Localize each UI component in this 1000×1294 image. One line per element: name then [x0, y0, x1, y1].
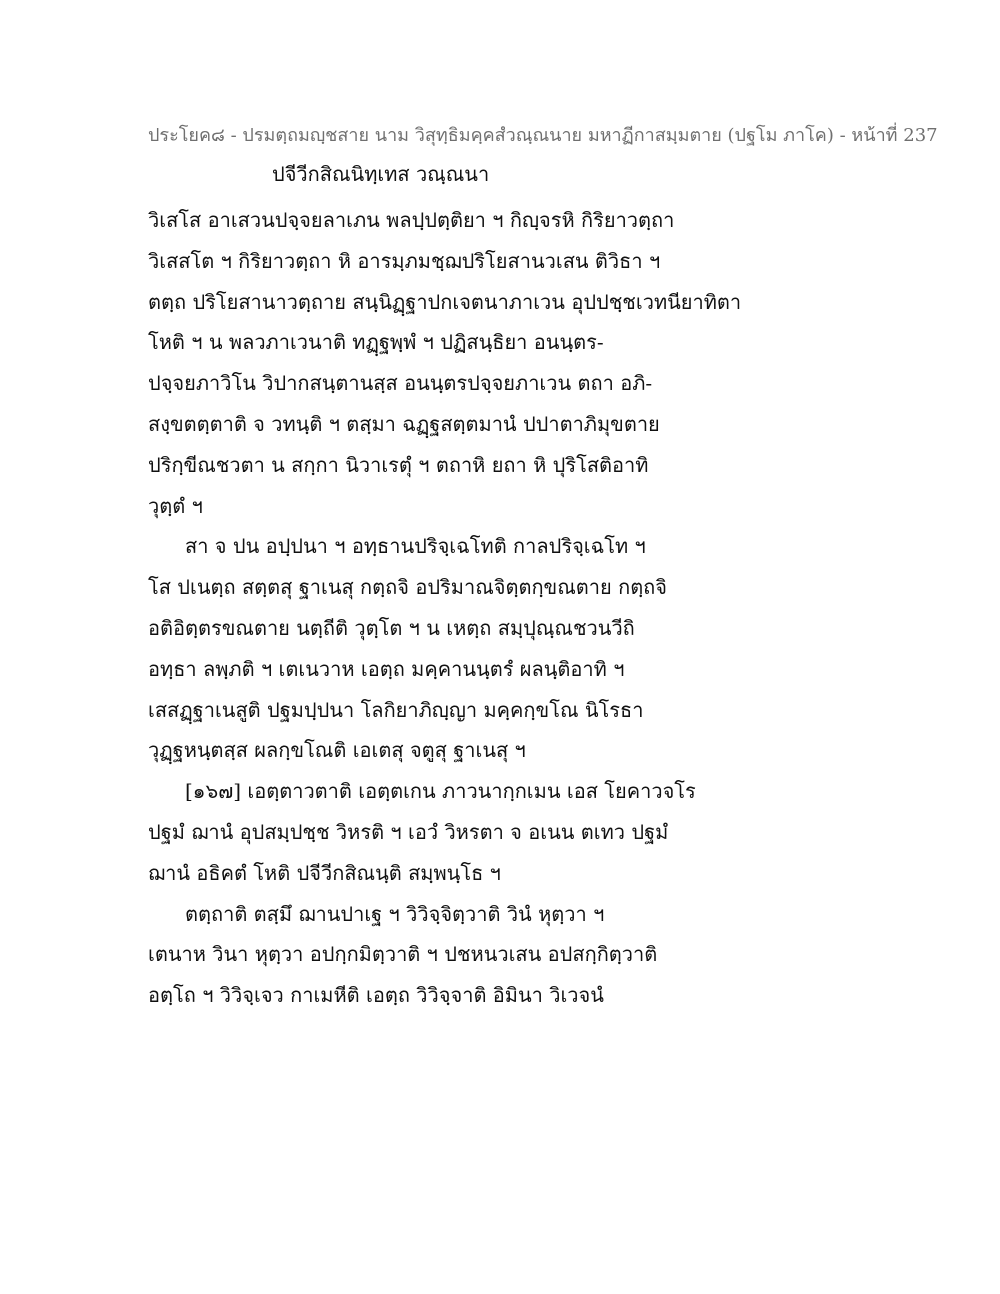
- text-line: อติอิตฺตรขณตาย นตฺถีติ วุตฺโต ฯ น เหตฺถ สมฺปุณฺณชวนวีถิ: [148, 615, 635, 640]
- text-line: ปฐมํ ฌานํ อุปสมฺปชฺช วิหรติ ฯ เอวํ วิหรตา จ อเนน ตเทว ปฐมํ: [148, 819, 669, 844]
- text-line: เตนาห วินา หุตฺวา อปกฺกมิตฺวาติ ฯ ปชหนวเสน อปสกฺกิตฺวาติ: [148, 942, 658, 967]
- text-line: ฌานํ อธิคตํ โหติ ปจีวีกสิณนฺติ สมฺพนฺโธ ฯ: [148, 860, 501, 885]
- text-line: ปริกฺขีณชวตา น สกฺกา นิวาเรตุํ ฯ ตถาหิ ยถา หิ ปุริโสติอาทิ: [148, 452, 649, 477]
- text-line: เสสฏฺฐาเนสูติ ปฐมปฺปนา โลกิยาภิญฺญา มคฺคกฺขโณ นิโรธา: [148, 697, 644, 722]
- paragraph-first-line: [๑๖๗] เอตฺตาวตาติ เอตฺตเกน ภาวนากฺกเมน เอส โยคาวจโร: [185, 779, 696, 804]
- paragraph-first-line: ตตฺถาติ ตสฺมึ ฌานปาเฐ ฯ วิวิจฺจิตฺวาติ วินํ หุตฺวา ฯ: [185, 901, 605, 926]
- text-line: วุตฺตํ ฯ: [148, 493, 203, 518]
- text-line: ปจฺจยภาวิโน วิปากสนฺตานสฺส อนนฺตรปจฺจยภาเวน ตถา อภิ-: [148, 371, 653, 396]
- text-line: วิเสสโต ฯ กิริยาวตฺถา หิ อารมฺภมชฺฌปริโยสานวเสน ติวิธา ฯ: [148, 248, 661, 273]
- text-line: ตตฺถ ปริโยสานาวตฺถาย สนฺนิฏฺฐาปกเจตนาภาเวน อุปปชฺชเวทนียาทิตา: [148, 289, 742, 314]
- section-title: ปจีวีกสิณนิทฺเทส วณฺณนา: [272, 162, 490, 186]
- text-line: โหติ ฯ น พลวภาเวนาติ ทฏฺฐพฺพํ ฯ ปฏิสนฺธิยา อนนฺตร-: [148, 330, 604, 355]
- text-line: วุฏฺฐหนฺตสฺส ผลกฺขโณติ เอเตสุ จตูสุ ฐาเนสุ ฯ: [148, 738, 526, 763]
- text-line: วิเสโส อาเสวนปจฺจยลาเภน พลปฺปตฺติยา ฯ กิญฺจรหิ กิริยาวตฺถา: [148, 208, 675, 232]
- text-line: อทฺธา ลพฺภติ ฯ เตเนวาห เอตฺถ มคฺคานนฺตรํ ผลนฺติอาทิ ฯ: [148, 656, 625, 681]
- text-line: สงฺขตตฺตาติ จ วทนฺติ ฯ ตสฺมา ฉฏฺฐสตฺตมานํ ปปาตาภิมุขตาย: [148, 411, 660, 436]
- body-text: [148, 200, 742, 1016]
- text-line: โส ปเนตฺถ สตฺตสุ ฐาเนสุ กตฺถจิ อปริมาณจิตฺตกฺขณตาย กตฺถจิ: [148, 575, 668, 600]
- text-line: อตฺโถ ฯ วิวิจฺเจว กาเมหีติ เอตฺถ วิวิจฺจาติ อิมินา วิเวจนํ: [148, 983, 604, 1008]
- paragraph-first-line: สา จ ปน อปฺปนา ฯ อทฺธานปริจฺเฉโทติ กาลปริจฺเฉโท ฯ: [185, 534, 646, 559]
- running-header: ประโยค๘ - ปรมตฺถมญฺชสาย นาม วิสุทฺธิมคฺคสํวณฺณนาย มหาฏีกาสมฺมตาย (ปฐโม ภาโค) - หน้าที่ 237: [148, 125, 938, 146]
